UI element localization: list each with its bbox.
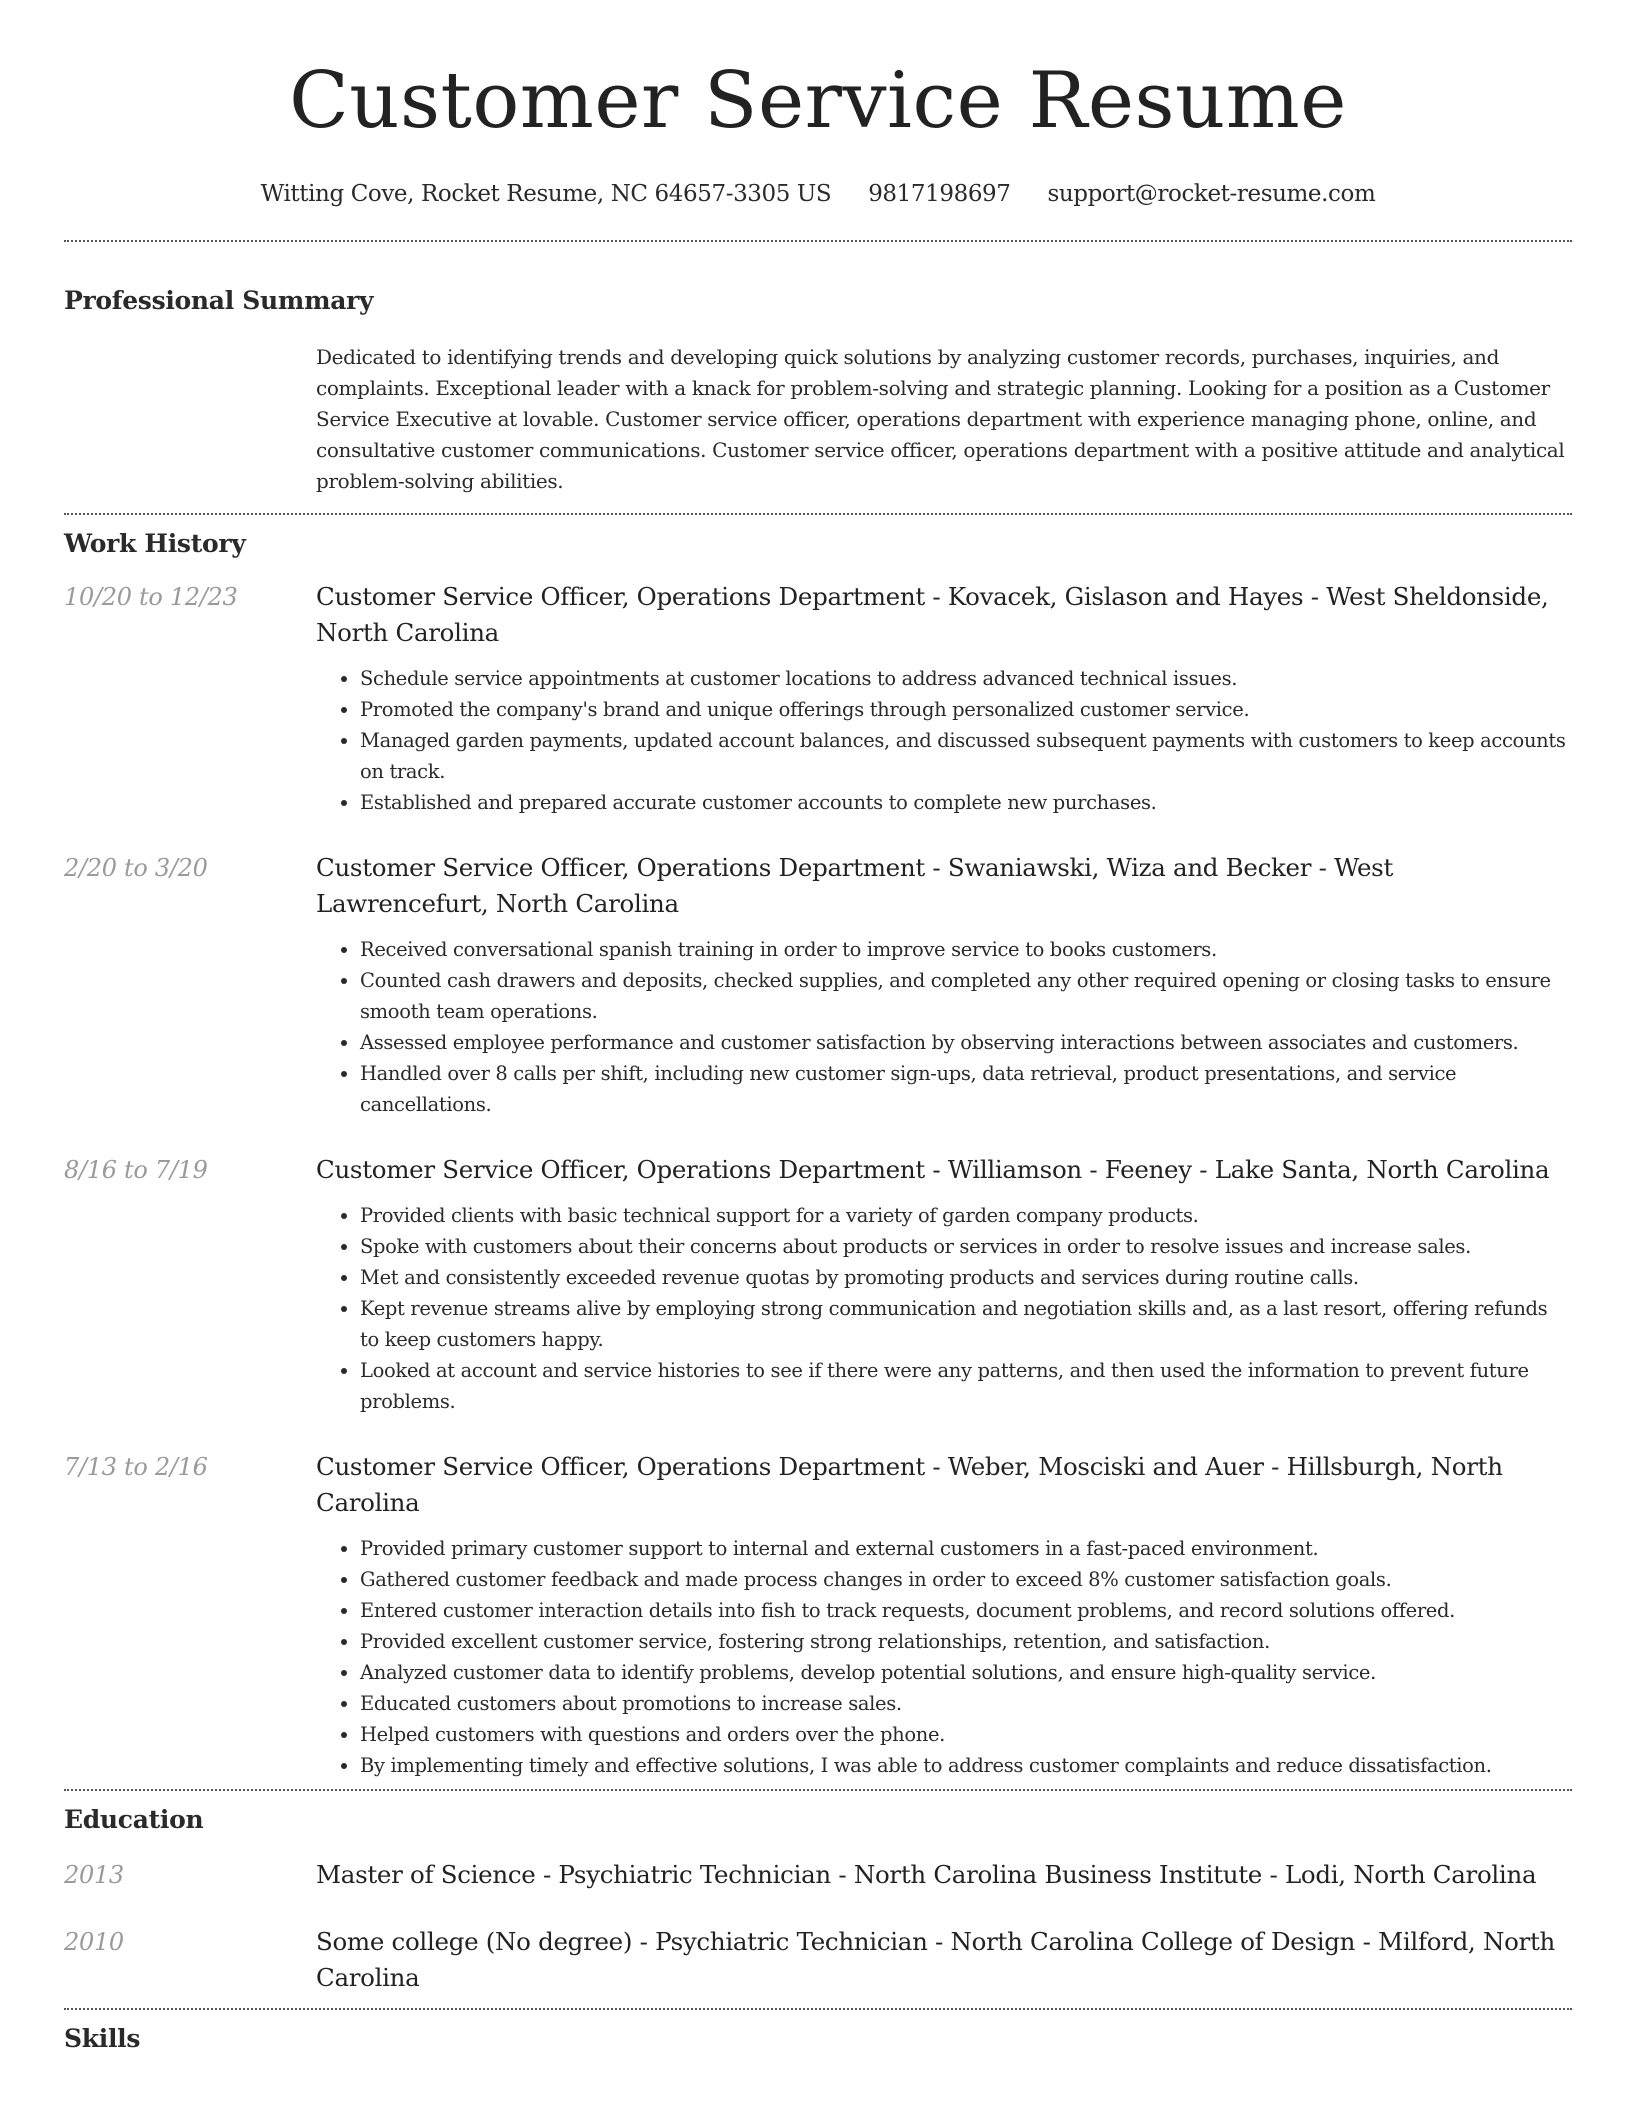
job-bullet: • Assessed employee performance and customer satisfaction by observing interactions between associates and customers. (360, 1027, 1572, 1058)
contact-line (64, 178, 1572, 210)
resume-page (64, 0, 1572, 2056)
job-title: Customer Service Officer, Operations Department - Williamson - Feeney - Lake Santa, North Carolina (316, 1155, 1550, 1184)
job-dates: 10/20 to 12/23 (64, 583, 238, 611)
job-bullet: • Schedule service appointments at customer locations to address advanced technical issues. (360, 663, 1572, 694)
contact-phone: 9817198697 (868, 181, 1011, 207)
job-bullet: • Handled over 8 calls per shift, including new customer sign-ups, data retrieval, product presentations, and service cancellations. (360, 1058, 1572, 1120)
job-bullet: • Provided excellent customer service, fostering strong relationships, retention, and satisfaction. (360, 1626, 1572, 1657)
contact-address: Witting Cove, Rocket Resume, NC 64657-3305 US (260, 181, 832, 207)
job-dates: 7/13 to 2/16 (64, 1453, 208, 1481)
section-title-education: Education (64, 1805, 204, 1834)
divider (64, 513, 1572, 515)
job-title: Customer Service Officer, Operations Department - Kovacek, Gislason and Hayes - West Sheldonside, North Carolina (316, 582, 1549, 647)
job-bullet: • Met and consistently exceeded revenue quotas by promoting products and services during routine calls. (360, 1262, 1572, 1293)
job-title: Customer Service Officer, Operations Department - Swaniawski, Wiza and Becker - West Lawrencefurt, North Carolina (316, 853, 1394, 918)
education-year: 2013 (64, 1861, 124, 1889)
job-bullet: • Established and prepared accurate customer accounts to complete new purchases. (360, 787, 1572, 818)
job-bullet: • Received conversational spanish training in order to improve service to books customers. (360, 934, 1572, 965)
job-bullet: • Gathered customer feedback and made process changes in order to exceed 8% customer satisfaction goals. (360, 1564, 1572, 1595)
job-bullets (316, 663, 1572, 818)
job-details (316, 850, 1572, 1120)
job-bullet: • Managed garden payments, updated account balances, and discussed subsequent payments with customers to keep accounts on track. (360, 725, 1572, 787)
resume-title: Customer Service Resume (289, 56, 1347, 146)
education-entry (64, 1857, 1572, 1893)
job-bullet: • Spoke with customers about their concerns about products or services in order to resolve issues and increase sales. (360, 1231, 1572, 1262)
job-bullet: • Provided clients with basic technical support for a variety of garden company products. (360, 1200, 1572, 1231)
job-entry (64, 850, 1572, 1120)
section-title-summary: Professional Summary (64, 286, 374, 315)
job-entry (64, 1152, 1572, 1417)
education-title: Master of Science - Psychiatric Technician - North Carolina Business Institute - Lodi, North Carolina (316, 1860, 1537, 1889)
job-bullets (316, 1533, 1572, 1781)
job-details (316, 579, 1572, 818)
education-year: 2010 (64, 1928, 124, 1956)
job-bullet: • Promoted the company's brand and unique offerings through personalized customer service. (360, 694, 1572, 725)
job-bullet: • Kept revenue streams alive by employing strong communication and negotiation skills and, as a last resort, offering refunds to keep customers happy. (360, 1293, 1572, 1355)
job-bullets (316, 1200, 1572, 1417)
job-bullet: • Educated customers about promotions to increase sales. (360, 1688, 1572, 1719)
job-bullet: • Looked at account and service histories to see if there were any patterns, and then used the information to prevent future problems. (360, 1355, 1572, 1417)
education-entry (64, 1924, 1572, 1996)
contact-email: support@rocket-resume.com (1047, 181, 1376, 207)
section-title-work: Work History (64, 529, 246, 558)
job-title: Customer Service Officer, Operations Department - Weber, Mosciski and Auer - Hillsburgh, North Carolina (316, 1452, 1503, 1517)
education-title: Some college (No degree) - Psychiatric Technician - North Carolina College of Design - Milford, North Carolina (316, 1927, 1555, 1992)
job-bullet: • Provided primary customer support to internal and external customers in a fast-paced environment. (360, 1533, 1572, 1564)
summary-spacer (64, 342, 316, 497)
section-title-skills: Skills (64, 2024, 141, 2053)
summary-text: Dedicated to identifying trends and developing quick solutions by analyzing customer records, purchases, inquiries, and complaints. Exceptional leader with a knack for problem-solving and strategic planning. Looking for a position as a Customer Service Executive at lovable. Customer service officer, operations department with experience managing phone, online, and consultative customer communications. Customer service officer, operations department with a positive attitude and analytical problem-solving abilities. (316, 345, 1565, 493)
job-bullet: • Helped customers with questions and orders over the phone. (360, 1719, 1572, 1750)
job-entry (64, 1449, 1572, 1781)
job-bullet: • Analyzed customer data to identify problems, develop potential solutions, and ensure high-quality service. (360, 1657, 1572, 1688)
job-dates: 8/16 to 7/19 (64, 1156, 208, 1184)
job-dates: 2/20 to 3/20 (64, 854, 208, 882)
job-bullets (316, 934, 1572, 1120)
divider (64, 240, 1572, 242)
job-details (316, 1152, 1572, 1417)
job-entry (64, 579, 1572, 818)
divider (64, 2008, 1572, 2010)
job-bullet: • By implementing timely and effective solutions, I was able to address customer complaints and reduce dissatisfaction. (360, 1750, 1572, 1781)
divider (64, 1789, 1572, 1791)
job-details (316, 1449, 1572, 1781)
summary-row (64, 342, 1572, 497)
job-bullet: • Entered customer interaction details into fish to track requests, document problems, and record solutions offered. (360, 1595, 1572, 1626)
job-bullet: • Counted cash drawers and deposits, checked supplies, and completed any other required opening or closing tasks to ensure smooth team operations. (360, 965, 1572, 1027)
